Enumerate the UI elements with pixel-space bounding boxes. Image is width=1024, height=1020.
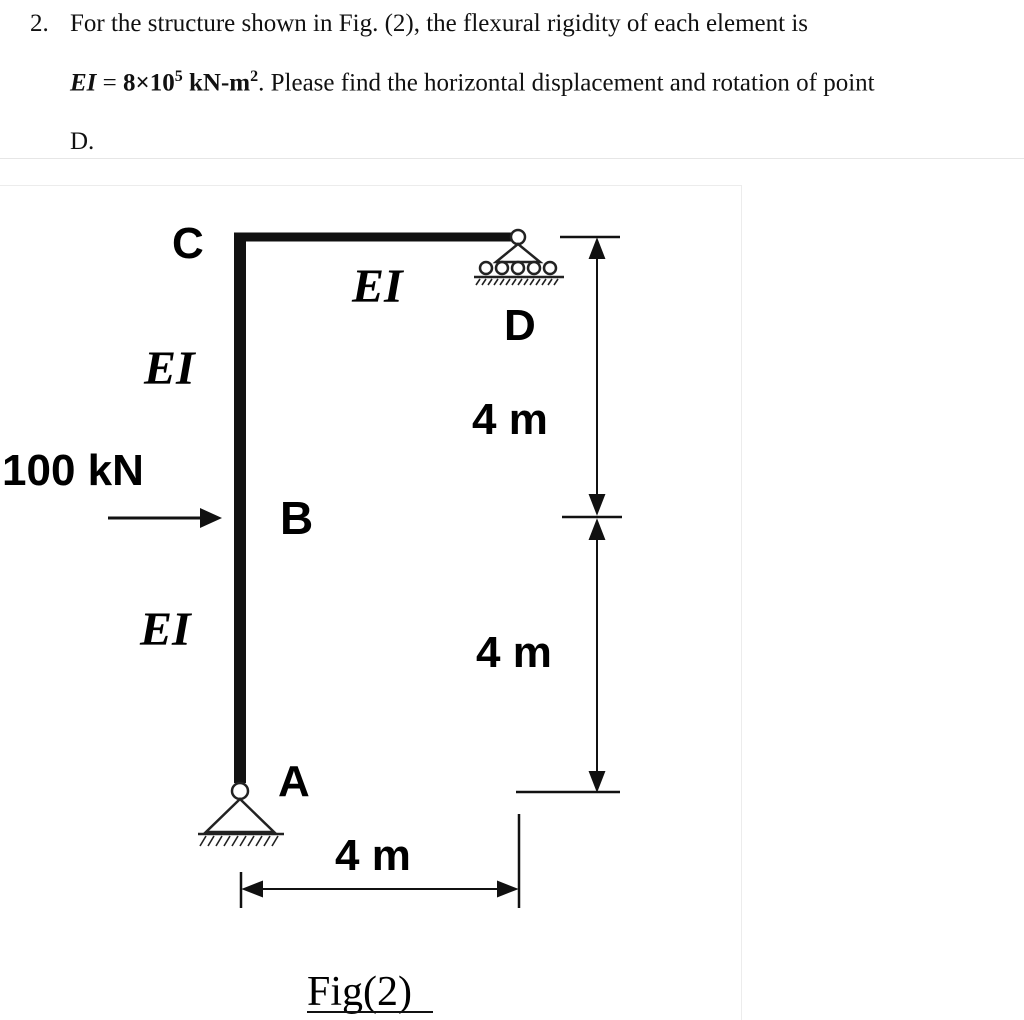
ei-label-top: EI (352, 260, 403, 313)
ei-exponent: 5 (174, 68, 183, 85)
load-arrow-head-icon (200, 508, 222, 528)
problem-text-1: For the structure shown in Fig. (2), the flexural rigidity of each element is (70, 10, 809, 37)
problem-text-3: D. (70, 128, 95, 155)
ei-label-upper-column: EI (144, 342, 195, 395)
problem-number: 2. (30, 10, 49, 37)
dimension-lower-height: 4 m (476, 628, 552, 677)
dimension-span: 4 m (335, 831, 411, 880)
equals-sign: = (96, 69, 124, 97)
label-b: B (280, 492, 314, 544)
pin-support-icon (198, 783, 284, 846)
label-a: A (278, 757, 310, 806)
ei-label-lower-column: EI (140, 603, 191, 656)
label-c: C (172, 219, 204, 268)
ei-unit: kN-m (182, 69, 251, 97)
figure-caption: Fig(2) (307, 969, 412, 1015)
ei-value: 8×10 (123, 69, 175, 97)
dimension-upper-height: 4 m (472, 395, 548, 444)
load-label: 100 kN (2, 446, 144, 495)
ei-unit-exponent: 2 (250, 68, 259, 85)
ei-symbol: EI (70, 69, 97, 97)
label-d: D (504, 301, 536, 350)
problem-text-2: . Please find the horizontal displacement and rotation of point (258, 69, 875, 97)
